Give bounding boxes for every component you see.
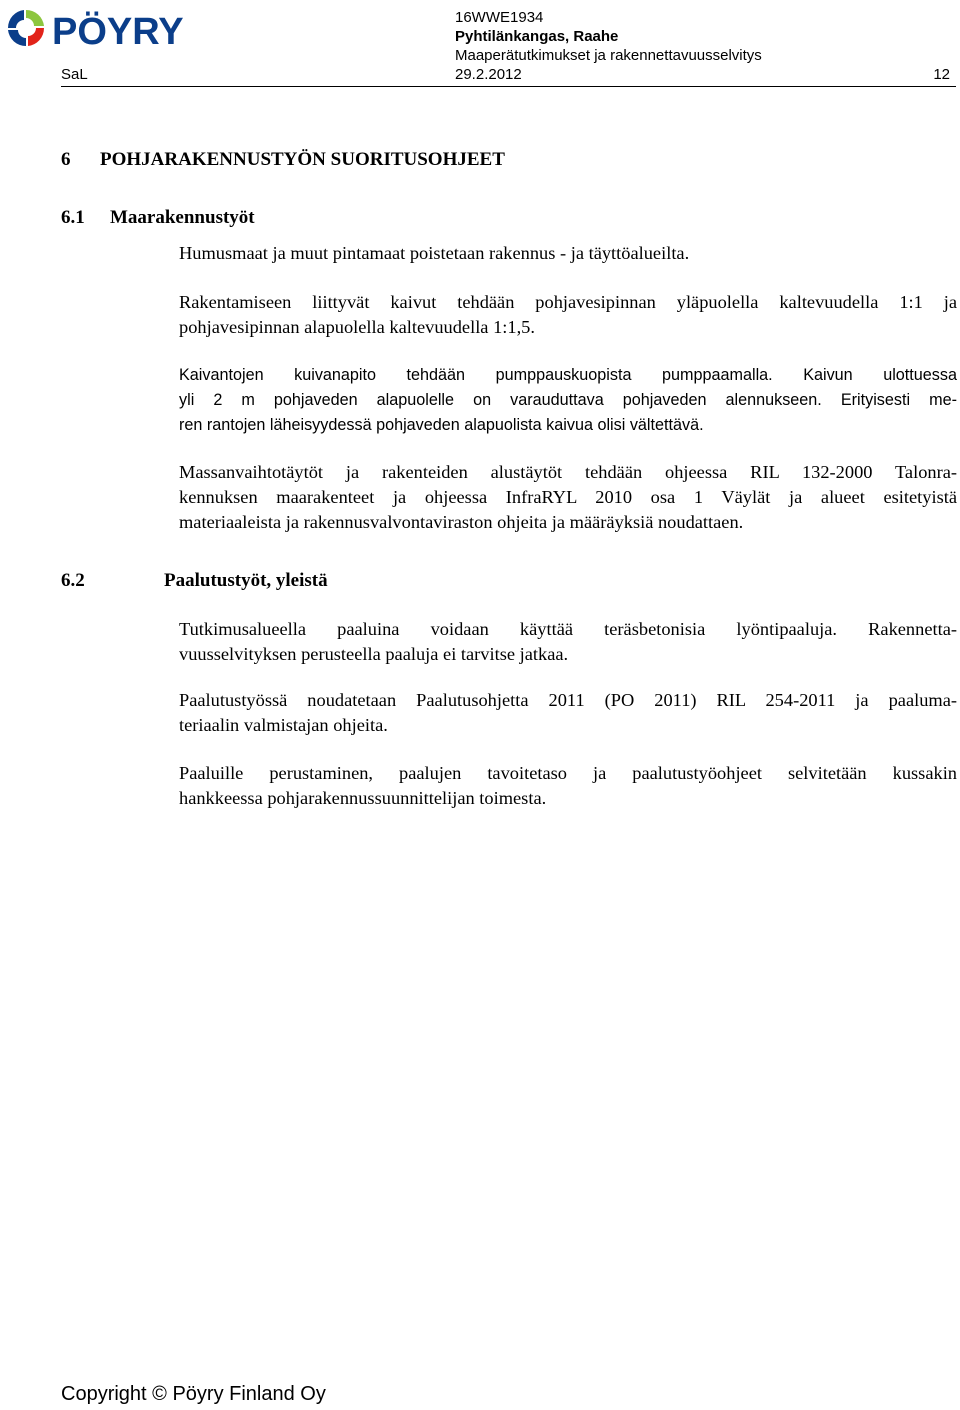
copyright-footer: Copyright © Pöyry Finland Oy bbox=[61, 1383, 326, 1405]
section-title: POHJARAKENNUSTYÖN SUORITUSOHJEET bbox=[100, 149, 505, 170]
paragraph-line: teriaalin valmistajan ohjeita. bbox=[179, 715, 388, 735]
paragraph-line: ren rantojen läheisyydessä pohjaveden alapuolista kaivua olisi vältettävä. bbox=[179, 416, 704, 434]
paragraph bbox=[179, 761, 957, 811]
logo-symbol bbox=[8, 10, 44, 46]
section-number: 6 bbox=[61, 149, 71, 170]
paragraph-line: yli 2 m pohjaveden alapuolelle on varauduttava pohjaveden alennukseen. Erityisesti me- bbox=[179, 391, 957, 409]
section-6-heading bbox=[61, 148, 505, 172]
paragraph bbox=[179, 241, 957, 266]
project-code: 16WWE1934 bbox=[455, 9, 544, 26]
paragraph bbox=[179, 460, 957, 535]
author-initials: SaL bbox=[61, 66, 88, 83]
paragraph-line: hankkeessa pohjarakennussuunnittelijan toimesta. bbox=[179, 788, 547, 808]
paragraph-line: pohjavesipinnan alapuolella kaltevuudella 1:1,5. bbox=[179, 317, 535, 337]
section-6-1-heading bbox=[61, 206, 255, 230]
paragraph bbox=[179, 617, 957, 667]
document-date: 29.2.2012 bbox=[455, 66, 522, 83]
header-divider bbox=[61, 86, 956, 87]
section-title: Paalutustyöt, yleistä bbox=[164, 570, 328, 591]
paragraph-line: Humusmaat ja muut pintamaat poistetaan rakennus - ja täyttöalueilta. bbox=[179, 243, 690, 263]
paragraph-line: Kaivantojen kuivanapito tehdään pumppauskuopista pumppaamalla. Kaivun ulottuessa bbox=[179, 366, 957, 384]
paragraph-line: kennuksen maarakenteet ja ohjeessa InfraRYL 2010 osa 1 Väylät ja alueet esitetyistä bbox=[179, 487, 957, 507]
page-number: 12 bbox=[933, 66, 950, 83]
paragraph-line: vuusselvityksen perusteella paaluja ei tarvitse jatkaa. bbox=[179, 644, 569, 664]
document-meta bbox=[455, 8, 762, 65]
logo-wordmark: PÖYRY bbox=[52, 11, 184, 50]
paragraph bbox=[179, 363, 957, 438]
poyry-logo-graphic bbox=[4, 6, 244, 50]
paragraph bbox=[179, 290, 957, 340]
paragraph-line: materiaaleista ja rakennusvalvontaviraston ohjeita ja määräyksiä noudattaen. bbox=[179, 512, 744, 532]
paragraph-line: Tutkimusalueella paaluina voidaan käyttää teräsbetonisia lyöntipaaluja. Rakennetta- bbox=[179, 619, 957, 639]
section-number: 6.1 bbox=[61, 207, 85, 228]
project-name: Pyhtilänkangas, Raahe bbox=[455, 28, 619, 45]
paragraph bbox=[179, 688, 957, 738]
paragraph-line: Massanvaihtotäytöt ja rakenteiden alustäytöt tehdään ohjeessa RIL 132-2000 Talonra- bbox=[179, 462, 957, 482]
paragraph-line: Rakentamiseen liittyvät kaivut tehdään pohjavesipinnan yläpuolella kaltevuudella 1:1 ja bbox=[179, 292, 957, 312]
poyry-logo bbox=[4, 6, 244, 50]
document-title: Maaperätutkimukset ja rakennettavuusselvitys bbox=[455, 47, 762, 64]
paragraph-line: Paalutustyössä noudatetaan Paalutusohjetta 2011 (PO 2011) RIL 254-2011 ja paaluma- bbox=[179, 690, 957, 710]
section-6-2-heading bbox=[61, 569, 328, 593]
section-title: Maarakennustyöt bbox=[110, 207, 255, 228]
section-number: 6.2 bbox=[61, 570, 85, 591]
paragraph-line: Paaluille perustaminen, paalujen tavoitetaso ja paalutustyöohjeet selvitetään kussakin bbox=[179, 763, 957, 783]
